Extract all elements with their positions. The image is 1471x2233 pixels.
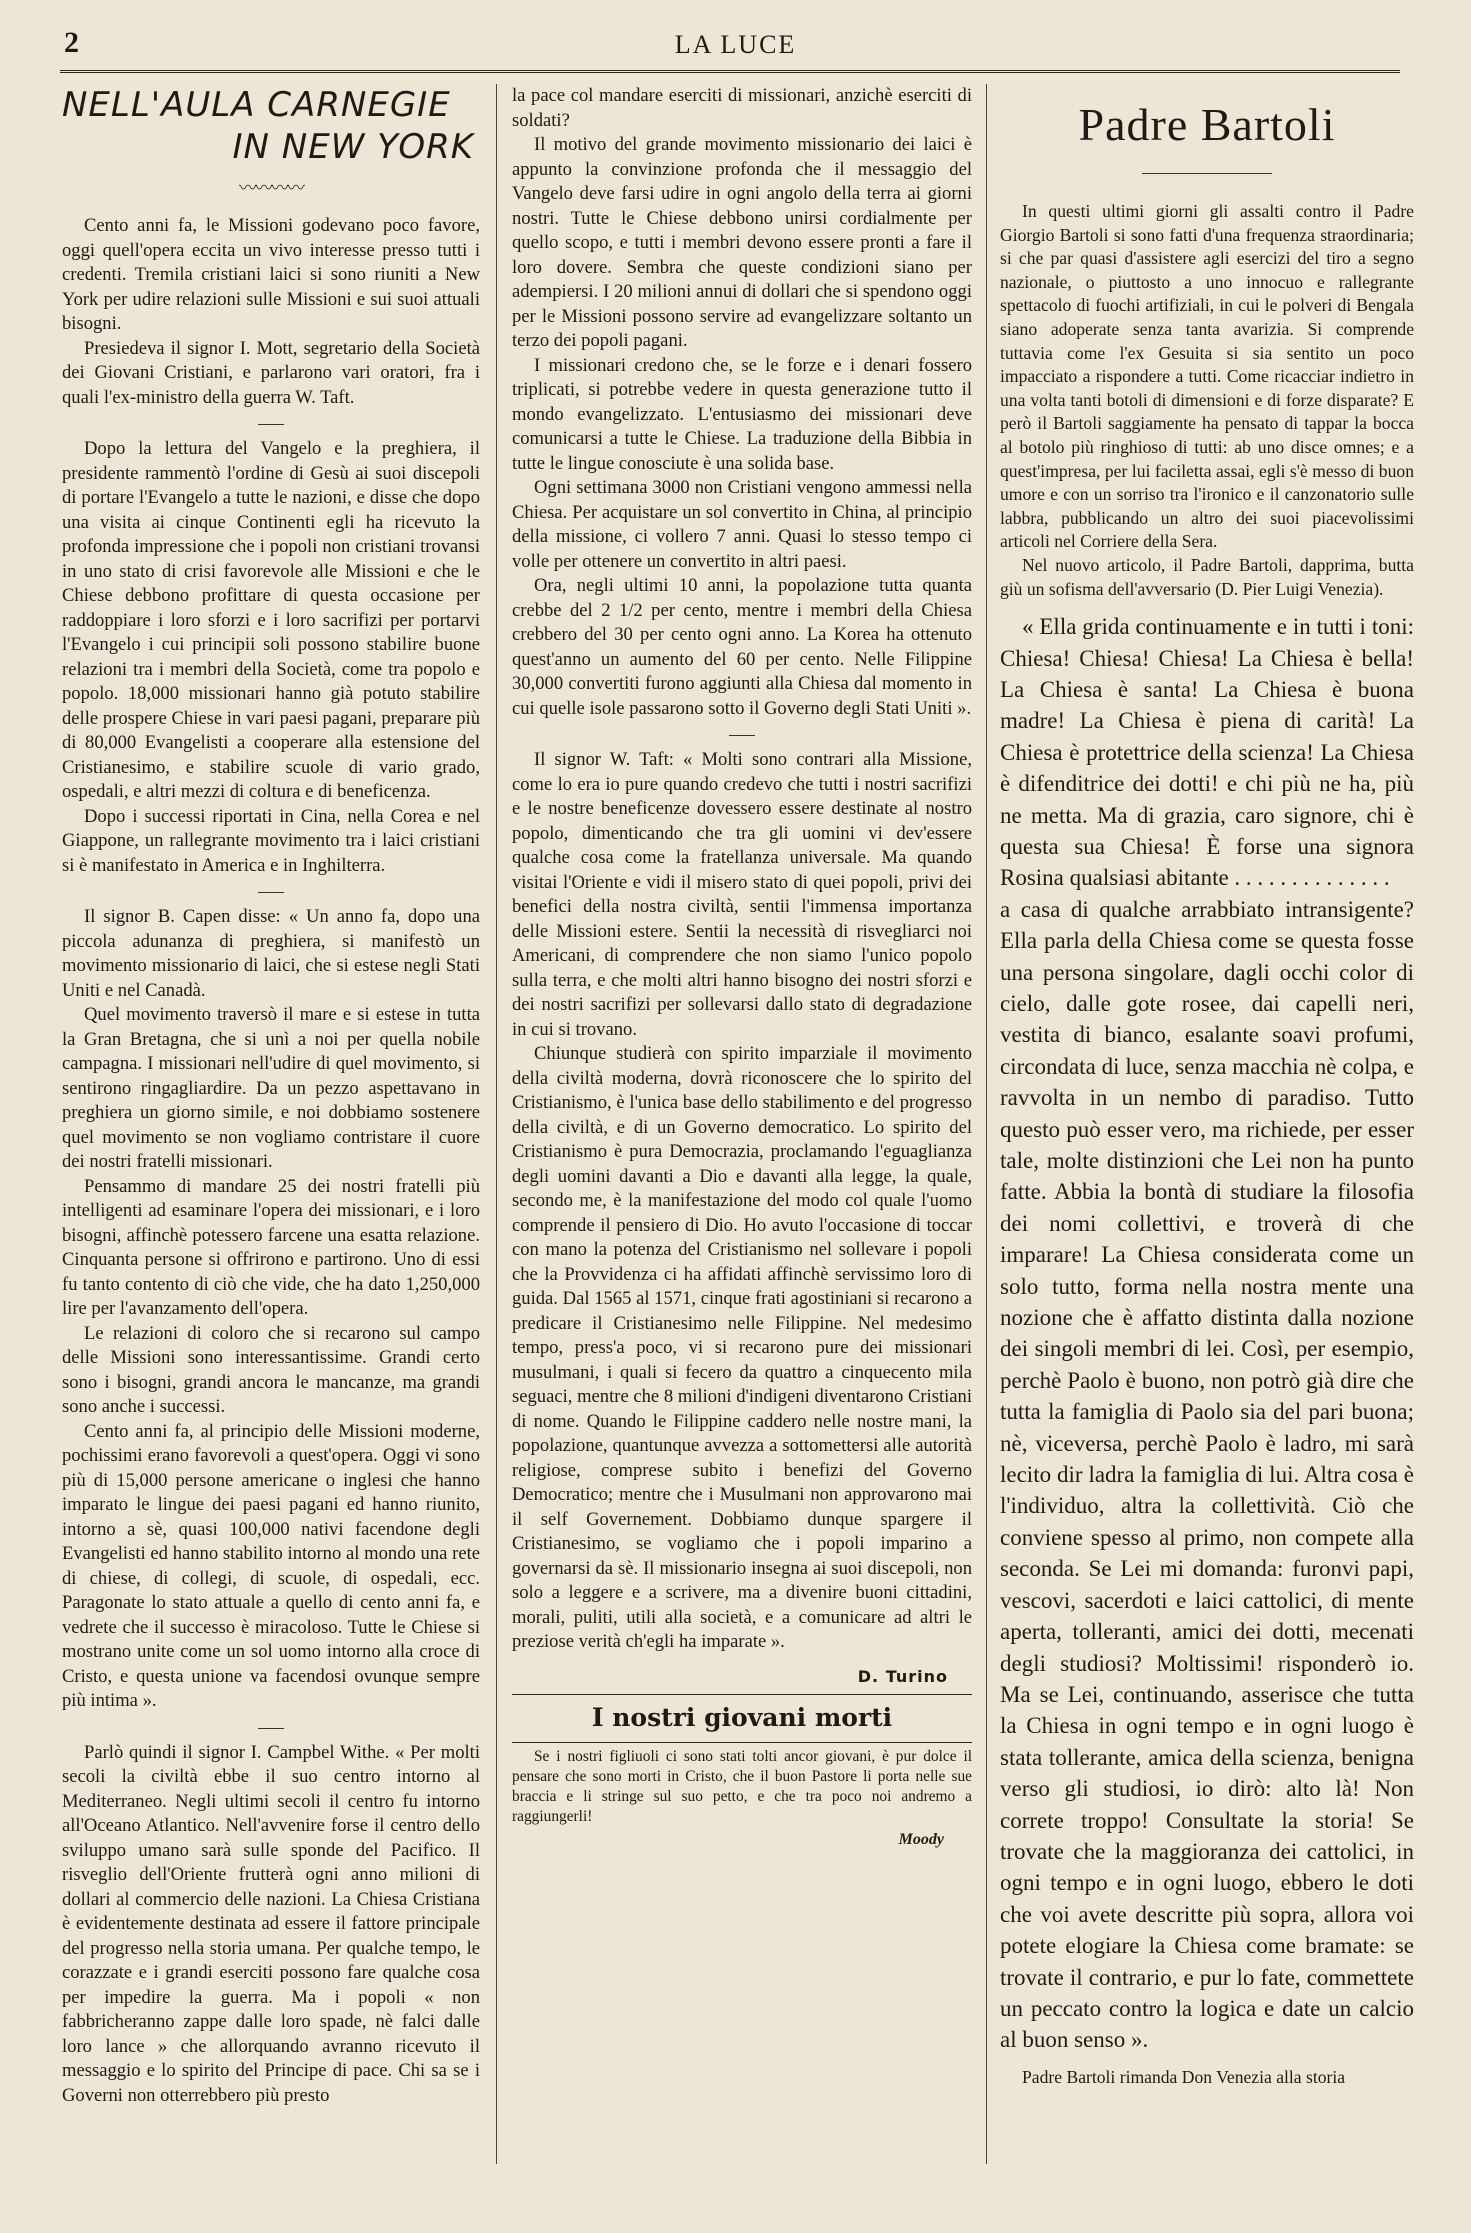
paragraph: Padre Bartoli rimanda Don Venezia alla storia <box>1022 2066 1346 2087</box>
box-rule <box>512 1742 972 1743</box>
article-carnegie-continued <box>512 84 972 2213</box>
header-rule <box>60 70 1400 73</box>
article-title-line2: IN NEW YORK <box>232 127 474 167</box>
paragraph: Cento anni fa, al principio delle Missioni moderne, pochissimi erano favorevoli a quest'opera. Oggi vi sono più di 15,000 persone americane o inglesi che hanno imparato le lingue dei paesi pagani ed hanno riunito, intorno a sè, quasi 100,000 nativi facendone degli Evangelisti ed hanno stabilito intorno al mondo una rete di chiese, di collegi, di scuole, di ospedali, ecc. Paragonate lo stato attuale a quello di cento anni fa, e vedrete che il successo è miracoloso. Tutte le Chiese si mostrano unite come un sol uomo intorno alla croce di Cristo, e questa unione va facendosi ovunque sempre più intima ». <box>62 1420 480 1711</box>
paragraph: Il motivo del grande movimento missionario dei laici è appunto la convinzione profonda che il messaggio del Vangelo deve farsi udire in ogni angolo della terra ai giorni nostri. Tutte le Chiese debbono unirsi cordialmente per quello scopo, e tutti i membri devono essere pronti a fare il loro dovere. Sembra che queste condizioni siano per adempiersi. I 20 milioni annui di dollari che si spendono oggi per le Missioni possono servire ad evangelizzare soltanto un terzo dei popoli pagani. <box>512 134 972 351</box>
section-separator <box>258 1728 284 1729</box>
author-signature: D. Turino <box>857 1666 948 1686</box>
paragraph: Cento anni fa, le Missioni godevano poco favore, oggi quell'opera eccita un vivo interesse presso tutti i credenti. Tremila cristiani laici si sono riuniti a New York per udire relazioni sulle Missioni e sui suoi attuali bisogni. <box>62 215 480 334</box>
paragraph: Il signor B. Capen disse: « Un anno fa, dopo una piccola adunanza di preghiera, si manifestò un movimento missionario di laici, che si estese negli Stati Uniti e nel Canadà. <box>62 906 480 1001</box>
article-carnegie <box>62 84 480 2213</box>
paragraph: Le relazioni di coloro che si recarono sul campo delle Missioni sono interessantissime. Grandi certo sono i bisogni, grandi ancora le mancanze, ma grandi sono anche i successi. <box>62 1322 480 1417</box>
box-rule-top <box>512 1694 972 1695</box>
paragraph: I missionari credono che, se le forze e i denari fossero triplicati, si potrebbe vedere in questa generazione tutto il mondo evangelizzato. L'entusiasmo dei missionari deve comunicarsi a tutte le Chiese. La traduzione della Bibbia in tutte le lingue conosciute è una solida base. <box>512 354 972 474</box>
page-number: 2 <box>64 26 79 59</box>
paragraph: Il signor W. Taft: « Molti sono contrari alla Missione, come lo era io pure quando credevo che tutti i nostri sacrifizi e le nostre beneficenze dovessero essere destinate al nostro popolo, dimenticando che tra gli uomini vi dev'essere qualche cosa come la fratellanza universale. Ma quando visitai l'Oriente e vidi il misero stato di quei popoli, privi dei benefici della nostra civiltà, sentii l'immensa importanza delle Missioni estere. Sentii la necessità di risvegliarci noi Americani, di comprendere che non siamo l'unico popolo sulla terra, e che molti altri hanno bisogno dei nostri sforzi e dei nostri sacrifizi per sollevarsi dallo stato di degradazione in cui si trovano. <box>512 749 972 1040</box>
article-title: Padre Bartoli <box>1078 99 1336 150</box>
box-signature: Moody <box>898 1830 944 1848</box>
paragraph: Pensammo di mandare 25 dei nostri fratelli più intelligenti ad esaminare l'opera dei missionari, e i loro bisogni, affinchè potessero farcene una esatta relazione. Cinquanta persone si offrirono e partirono. Uno di essi fu tanto contento di ciò che vide, che ha dato 1,250,000 lire per l'avanzamento dell'opera. <box>62 1175 480 1319</box>
paragraph: In questi ultimi giorni gli assalti contro il Padre Giorgio Bartoli si sono fatti d'una frequenza straordinaria; si che par quasi d'assistere agli esercizi del tiro a segno nazionale, o piuttosto a uno innocuo e rallegrante spettacolo di fuochi artifiziali, in cui le polveri di Bengala siano adoperate senza tanta avarizia. Si comprende tuttavia come l'ex Gesuita si sia sentito un poco impacciato a rispondere a tutti. Come ricacciar indietro in una volta tanti botoli di dimensioni e di forze disparate? E però il Bartoli saggiamente ha pensato di tappar la bocca al botolo più ringhioso di tutti: ab uno disce omnes; e a quest'impresa, per lui faciletta assai, egli s'è messo di buon umore e con un sorriso tra l'ironico e il canzonatorio sulle labbra, pubblicando un altro dei suoi piacevolissimi articoli nel Corriere della Sera. <box>1000 201 1414 552</box>
paragraph: Dopo i successi riportati in Cina, nella Corea e nel Giappone, un rallegrante movimento tra i laici cristiani si è manifestato in America e in Inghilterra. <box>62 805 480 876</box>
quote-paragraph: « Ella grida continuamente e in tutti i toni: Chiesa! Chiesa! Chiesa! La Chiesa è bella! La Chiesa è santa! La Chiesa è buona madre! La Chiesa è piena di carità! La Chiesa è protettrice della scienza! La Chiesa è difenditrice dei dotti! e chi più ne ha, più ne metta. Ma di grazia, caro signore, chi è questa sua Chiesa! È forse una signora Rosina qualsiasi abitante . . . . . . . . . . . . . . <box>1000 614 1414 891</box>
running-title: LA LUCE <box>674 30 797 59</box>
paragraph: Chiunque studierà con spirito imparziale il movimento della civiltà moderna, dovrà riconoscere che lo spirito del Cristianismo, è l'unica base dello stabilimento e del progresso della civiltà, e di un Governo democratico. Lo spirito del Cristianismo è pura Democrazia, proclamando l'eguaglianza degli uomini davanti a Dio e davanti alla legge, la quale, secondo me, è la manifestazione del modo col quale l'uomo comprende il pensiero di Dio. Ho avuto l'occasione di toccar con mano la potenza del Cristianismo nel sollevare i popoli che la Provvidenza ci ha affidati affinchè servissimo loro di guida. Dal 1565 al 1571, cinque frati agostiniani si recarono a predicare il Cristianesimo nelle Filippine. Nel medesimo tempo, press'a poco, vi si recarono pure dei missionari musulmani, i quali si fecero da quattro a cinquecento mila seguaci, mentre che 8 milioni d'indigeni diventarono Cristiani di nome. Quando le Filippine caddero nelle nostre mani, la popolazione, quantunque avvezza a sottomettersi alle autorità religiose, comprese subito i benefizi del Governo Democratico; mentre che i Musulmani non approvarono mai il self Governement. Dobbiamo dunque spargere il Cristianesimo, se vogliamo che i popoli imparino a governarsi da sè. Il missionario insegna ai suoi discepoli, non solo a leggere e a scrivere, ma a divenire buoni cittadini, morali, puliti, utili alla società, e a comunicare ad altri le preziose verità ch'egli ha imparate ». <box>512 1043 972 1652</box>
title-rule <box>1142 173 1272 174</box>
quote-paragraph: a casa di qualche arrabbiato intransigente? Ella parla della Chiesa come se questa fosse una persona singolare, dagli occhi color di cielo, dalle gote rosee, dai capelli neri, vestita di bianco, esalante soavi profumi, circondata di luce, senza macchia nè colpa, e ravvolta in un nembo di paradiso. Tutto questo può esser vero, ma richiede, per esser tale, molte distinzioni che Lei non ha punto fatte. Abbia la bontà di studiare la filosofia dei nomi collettivi, e troverà di che imparare! La Chiesa considerata come un solo tutto, forma nella nostra mente una nozione che è affatto distinta dalla nozione dei singoli membri di lei. Così, per esempio, perchè Paolo è buono, non potrò già dire che tutta la famiglia di Paolo sia del pari buona; nè, viceversa, perchè Paolo è ladro, mi sarà lecito dir ladra la famiglia di lui. Altra cosa è l'individuo, altra la collettività. Ciò che conviene spesso al primo, non compete alla seconda. Se Lei mi domanda: furonvi papi, vescovi, sacerdoti e laici cattolici, di mente aperta, tolleranti, amici dei dotti, mecenati degli studiosi? Moltissimi! risponderò io. Ma se Lei, continuando, asserisce che tutta la Chiesa in ogni tempo e in ogni luogo è stata tollerante, amica della scienza, benigna verso gli studiosi, io dirò: alto là! Non correte troppo! Consultate la storia! Se trovate che la maggioranza dei cattolici, in ogni tempo e in ogni luogo, ebbero le doti che voi avete descritte più sopra, allora voi potete elogiare la Chiesa come bramate: se trovate il contrario, e pur lo fate, commettete un peccato contro la logica e date un calcio al buon senso ». <box>1000 896 1414 2053</box>
section-separator <box>258 424 284 425</box>
paragraph: Parlò quindi il signor I. Campbel Withe. « Per molti secoli la civiltà ebbe il suo centro intorno al Mediterraneo. Negli ultimi secoli il centro fu intorno all'Oceano Atlantico. Nell'avvenire forse il centro dello sviluppo umano sarà sulle sponde del Pacifico. Il risveglio dell'Oriente frutterà ogni anno milioni di dollari al commercio delle nazioni. La Chiesa Cristiana è evidentemente destinata ad essere il fattore principale del progresso nella storia umana. Per qualche tempo, le corazzate e i grandi eserciti possono fare qualche cosa per impedire la guerra. Ma i popoli « non fabbricheranno zappe dalle loro spade, nè falci dalle loro lance » che allorquando avranno ricevuto il messaggio e lo spirito del Principe di pace. Chi sa se i Governi non otterrebbero più presto <box>62 1741 480 2106</box>
paragraph: Nel nuovo articolo, il Padre Bartoli, dapprima, butta giù un sofisma dell'avversario (D. Pier Luigi Venezia). <box>1000 554 1414 599</box>
column-divider <box>496 84 497 2164</box>
paragraph: Presiedeva il signor I. Mott, segretario della Società dei Giovani Cristiani, e parlarono vari oratori, fra i quali l'ex-ministro della guerra W. Taft. <box>62 337 480 408</box>
article-bartoli <box>1000 84 1414 2213</box>
section-separator <box>729 735 755 736</box>
paragraph: la pace col mandare eserciti di missionari, anzichè eserciti di soldati? <box>512 85 972 131</box>
section-separator <box>258 892 284 893</box>
paragraph: Ora, negli ultimi 10 anni, la popolazione tutta quanta crebbe del 2 1/2 per cento, mentre i membri della Chiesa crebbero del 30 per cento ogni anno. La Korea ha ottenuto quest'anno un aumento del 60 per cento. Nelle Filippine 30,000 convertiti furono aggiunti alla Chiesa dal momento in cui quelle isole passarono sotto il Governo degli Stati Uniti ». <box>512 575 972 719</box>
box-title: I nostri giovani morti <box>591 1702 893 1732</box>
paragraph: Dopo la lettura del Vangelo e la preghiera, il presidente rammentò l'ordine di Gesù ai suoi discepoli di portare l'Evangelo a tutte le nazioni, e disse che dopo una visita ai cinque Continenti egli ha ricevuto la profonda impressione che i popoli non cristiani trovansi in uno stato di crisi favorevole alle Missioni e che le Chiese debbono profittare di questa occasione per raddoppiare i loro sforzi e i loro sacrifizi per portarvi l'Evangelo i cui principii soli possono stabilire buone relazioni tra i membri della Società, come tra popolo e popolo. 18,000 missionari hanno già potuto stabilire delle prospere Chiese in vari paesi pagani, preparare più di 80,000 Evangelisti a cooperare alla estensione del Cristianesimo, e stabilire scuole di vario grado, ospedali, e altri mezzi di coltura e di beneficenza. <box>62 438 480 802</box>
paragraph: Quel movimento traversò il mare e si estese in tutta la Gran Bretagna, che si unì a noi per quella nobile campagna. I missionari nell'udire di quel movimento, si sentirono ringagliardire. Da un pezzo aspettavano in preghiera un giorno simile, e noi dobbiamo sostenere quel movimento se non vogliamo contristare il cuore dei nostri fratelli missionari. <box>62 1004 480 1172</box>
article-title-line1: NELL'AULA CARNEGIE <box>62 85 451 125</box>
paragraph: Ogni settimana 3000 non Cristiani vengono ammessi nella Chiesa. Per acquistare un sol convertito in China, al principio della missione, ci vollero 7 anni. Quasi lo stesso tempo ci volle per ottenere un convertito in altri paesi. <box>512 477 972 572</box>
box-text: Se i nostri figliuoli ci sono stati tolti ancor giovani, è pur dolce il pensare che sono morti in Cristo, che il buon Pastore li porta nelle sue braccia e li stringe sul suo petto, e che tra poco noi andremo a raggiungerli! <box>512 1747 972 1825</box>
wavy-ornament: 〰〰〰〰 <box>239 178 303 198</box>
column-divider <box>986 84 987 2164</box>
